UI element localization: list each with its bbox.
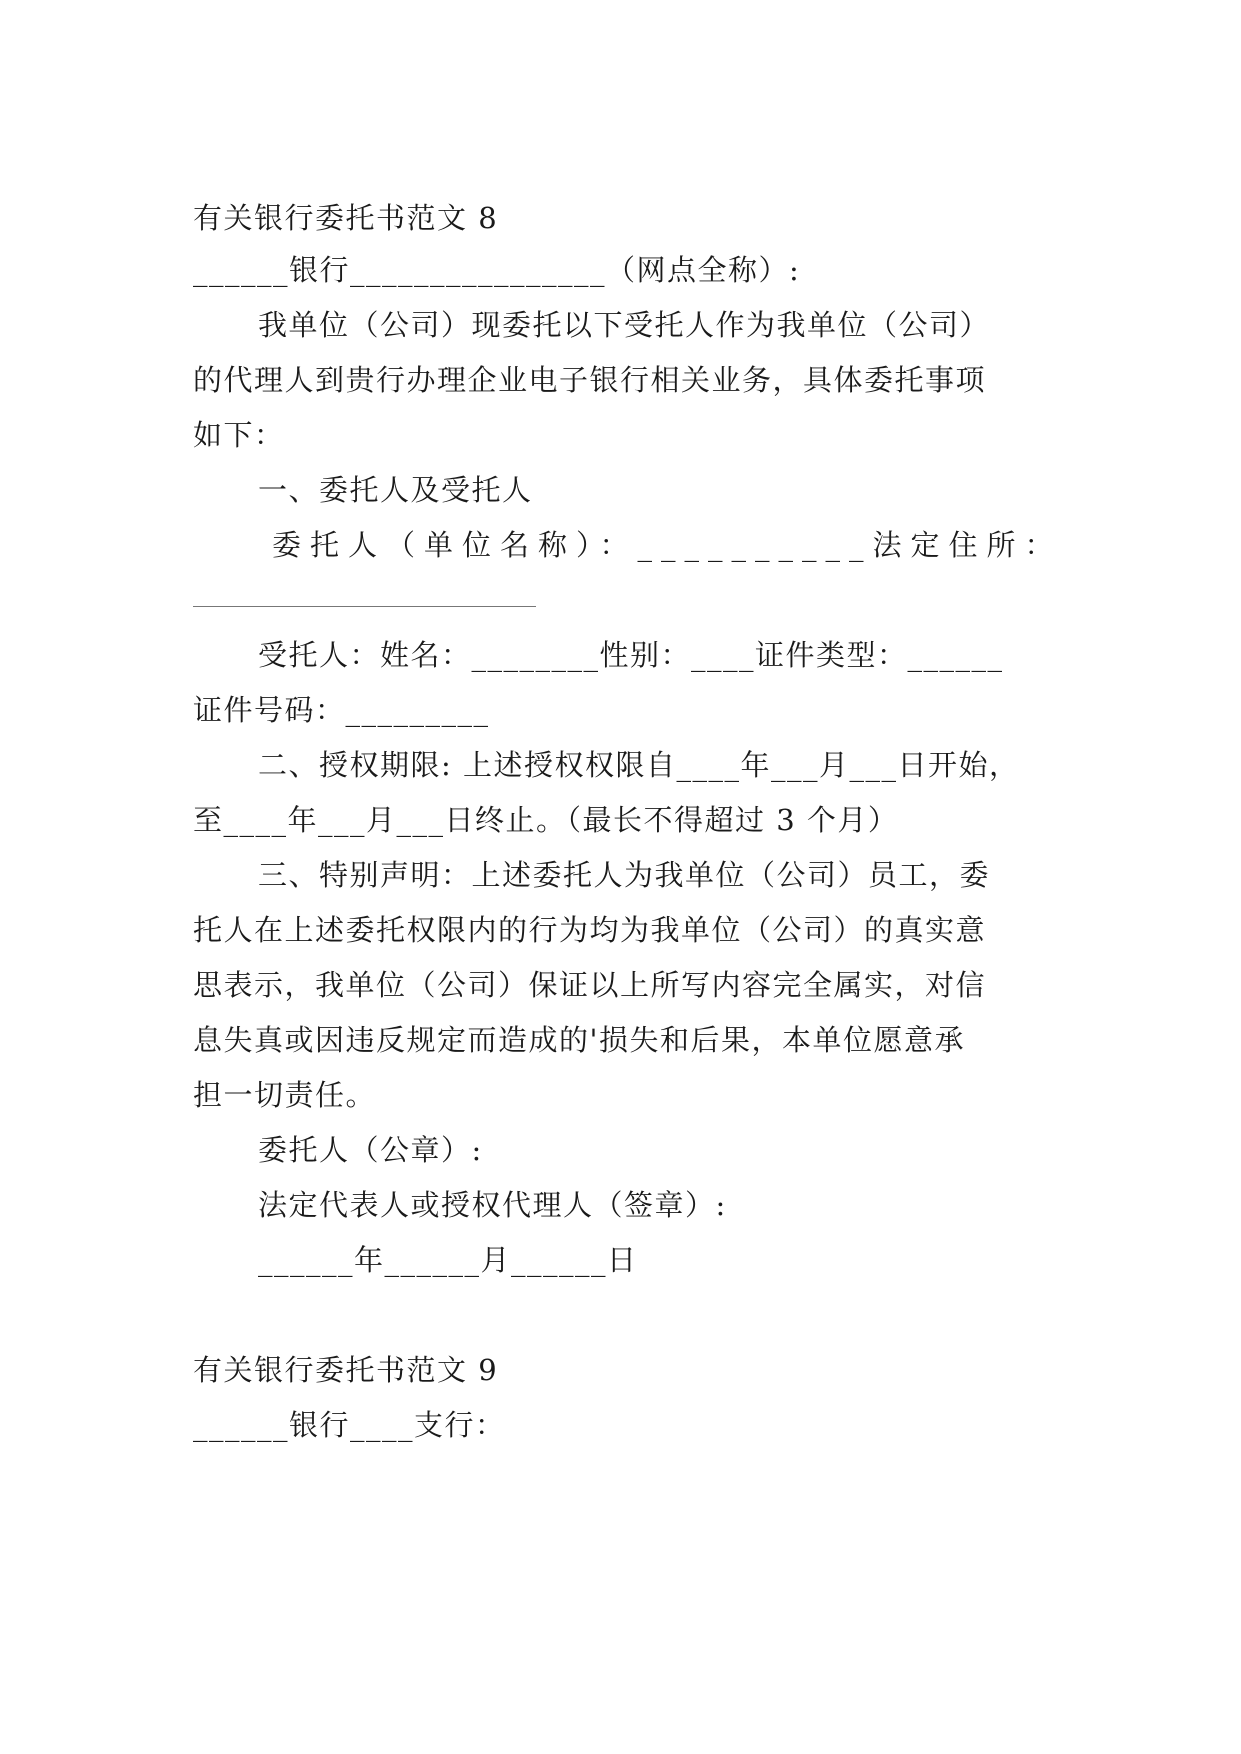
- paragraph-intro-line-1: 我单位（公司）现委托以下受托人作为我单位（公司）: [258, 308, 991, 342]
- heading-parties: 一、委托人及受托人: [258, 473, 533, 507]
- principal-line: 委托人（单位名称）：__________法定住所：: [272, 528, 1063, 562]
- section-8-title: 有关银行委托书范文 8: [193, 201, 499, 235]
- date-line: ______年______月______日: [258, 1243, 638, 1277]
- declaration-line-3: 思表示，我单位（公司）保证以上所写内容完全属实，对信: [193, 968, 987, 1002]
- section-9-title: 有关银行委托书范文 9: [193, 1353, 499, 1387]
- paragraph-intro-line-2: 的代理人到贵行办理企业电子银行相关业务，具体委托事项: [193, 363, 987, 397]
- declaration-line-5: 担一切责任。: [193, 1078, 377, 1112]
- term-line-1: 二、授权期限: 上述授权权限自____年___月___日开始，: [258, 748, 1020, 782]
- paragraph-intro-line-3: 如下：: [193, 418, 285, 452]
- agent-line-2: 证件号码：_________: [193, 693, 490, 727]
- agent-line-1: 受托人：姓名：________性别：____证件类型：______: [258, 638, 1004, 672]
- section-9-salutation: ______银行____支行：: [193, 1408, 506, 1442]
- address-blank-line: [193, 606, 536, 607]
- declaration-line-2: 托人在上述委托权限内的行为均为我单位（公司）的真实意: [193, 913, 987, 947]
- term-line-2: 至____年___月___日终止。（最长不得超过 3 个月）: [193, 803, 899, 837]
- declaration-line-1: 三、特别声明：上述委托人为我单位（公司）员工，委: [258, 858, 991, 892]
- representative-line: 法定代表人或授权代理人（签章）:: [258, 1188, 727, 1222]
- declaration-line-4: 息失真或因违反规定而造成的'损失和后果，本单位愿意承: [193, 1023, 965, 1057]
- seal-line: 委托人（公章）:: [258, 1133, 483, 1167]
- section-8-salutation: ______银行________________（网点全称）:: [193, 253, 801, 287]
